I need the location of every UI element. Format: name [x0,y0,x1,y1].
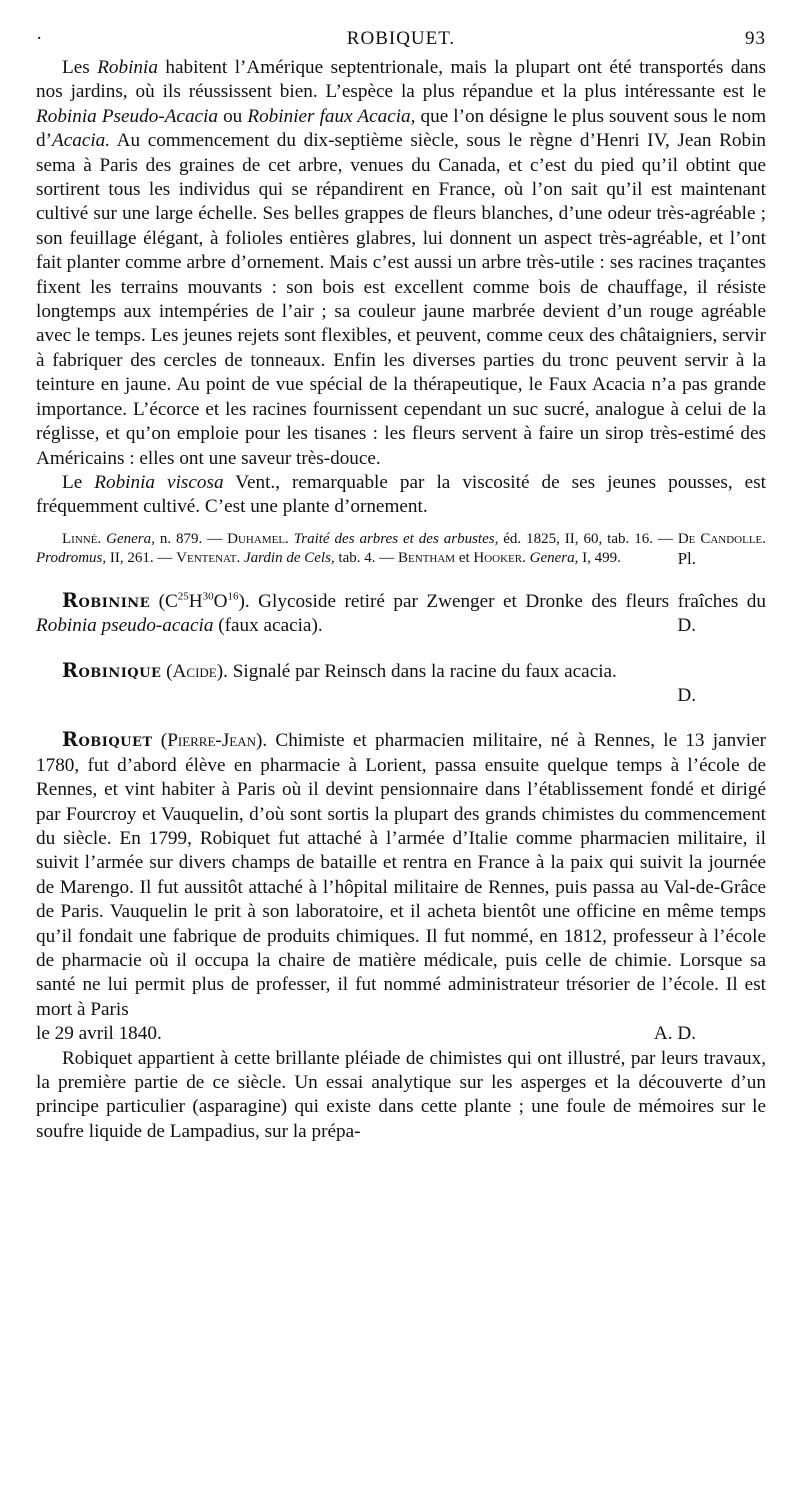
entry-head-robinine: Robinine [62,588,151,612]
page-header [36,28,766,56]
page-number: 93 [745,28,766,49]
robinique-paragraph: Robinique (Acide). Signalé par Reinsch dans la racine du faux acacia. [62,658,617,682]
viscosa-paragraph: Le Robinia viscosa Vent., remarquable par la viscosité de ses jeunes pousses, est fréquemment cultivé. C’est une plante d’ornement. [36,471,766,518]
bibliography: Linné. Genera, n. 879. — Duhamel. Traité des arbres et des arbustes, éd. 1825, II, 60, tab. 16. — De Candolle. Prodromus, II, 261. — Ventenat. Jardin de Cels, tab. 4. — Bentham et Hooker. Genera, I, 499. Pl. [36,530,767,569]
entry-head-robinique: Robinique [62,658,162,682]
robinine-paragraph: Robinine $(C^{25}H^{30}O^{16})$. Glycoside retiré par Zwenger et Dronke des fleurs fraîches du Robinia pseudo-acacia (faux acacia). D. [36,589,766,639]
running-head: ROBIQUET. [346,28,456,49]
entry-robinique [36,659,766,709]
robinique-signature: D. [677,684,696,706]
entry-robiquet [36,728,766,1046]
header-dot: · [36,28,44,49]
robiquet-last-line: le 29 avril 1840. A. D. [36,1022,766,1046]
robiquet-signature: A. D. [653,1023,696,1045]
entry-robinine [36,589,766,639]
page [36,28,766,1144]
robinine-signature: D. [677,615,696,637]
bibliography-signature: Pl. [677,549,696,569]
entry-head-robiquet: Robiquet [62,728,153,752]
closing-paragraph: Robiquet appartient à cette brillante pléiade de chimistes qui ont illustré, par leurs travaux, la première partie de ce siècle. Un essai analytique sur les asperges et la découverte d’un principe particulier (asparagine) qui existe dans cette plante ; une foule de mémoires sur le soufre liquide de Lampadius, sur la prépa- [36,1047,766,1142]
robiquet-paragraph: Robiquet (Pierre-Jean). Chimiste et pharmacien militaire, né à Rennes, le 13 janvier 1780, fut d’abord élève en pharmacie à Lorient, passa ensuite quelque temps à l’école de Rennes, et vint habiter à Paris où il devint pensionnaire dans l’établissement fondé et dirigé par Fourcroy et Vauquelin, d’où sont sortis la plupart des grands chimistes du commencement du siècle. En 1799, Robiquet fut attaché à l’armée d’Italie comme pharmacien militaire, il suivit l’armée sur divers champs de bataille et rentra en France à la paix qui suivit la journée de Marengo. Il fut aussitôt attaché à l’hôpital militaire de Rennes, puis passa au Val-de-Grâce de Paris. Vauquelin le prit à son laboratoire, et il acheta bientôt une officine en même temps qu’il fondait une fabrique de produits chimiques. Il fut nommé, en 1812, professeur à l’école de pharmacie où il occupa la chaire de matière médicale, puis celle de chimie. Lorsque sa santé ne lui permit plus de professer, il fut nommé administrateur trésorier de l’école. Il est mort à Paris [36,728,766,1020]
robinia-paragraph: Les Robinia habitent l’Amérique septentrionale, mais la plupart ont été transportés dans nos jardins, où ils réussissent bien. L’espèce la plus répandue et la plus intéressante est le Robinia Pseudo-Acacia ou Robinier faux Acacia, que l’on désigne le plus souvent sous le nom d’Acacia. Au commencement du dix-septième siècle, sous le règne d’Henri IV, Jean Robin sema à Paris des graines de cet arbre, venues du Canada, et c’est du pied qu’il obtint que sortirent tous les individus qui se répandirent en France, où l’on sait qu’il est maintenant cultivé sur une large échelle. Ses belles grappes de fleurs blanches, d’une odeur très-agréable ; son feuillage élégant, à folioles entières glabres, lui donnent un aspect très-agréable, et l’ont fait planter comme arbre d’ornement. Mais c’est aussi un arbre très-utile : ses racines traçantes fixent les terrains mouvants : son bois est excellent comme bois de chauffage, il résiste longtemps aux intempéries de l’air ; sa couleur jaune marbrée devient d’un rouge agréable avec le temps. Les jeunes rejets sont flexibles, et peuvent, comme ceux des châtaigniers, servir à fabriquer des cercles de tonneaux. Enfin les diverses parties du tronc peuvent servir à la teinture en jaune. Au point de vue spécial de la thérapeutique, le Faux Acacia n’a pas grande importance. L’écorce et les racines fournissent cependant un suc sucré, analogue à celui de la réglisse, et qu’on emploie pour les tisanes : les fleurs servent à faire un sirop très-estimé des Américains : elles ont une saveur très-douce. [36,57,767,469]
